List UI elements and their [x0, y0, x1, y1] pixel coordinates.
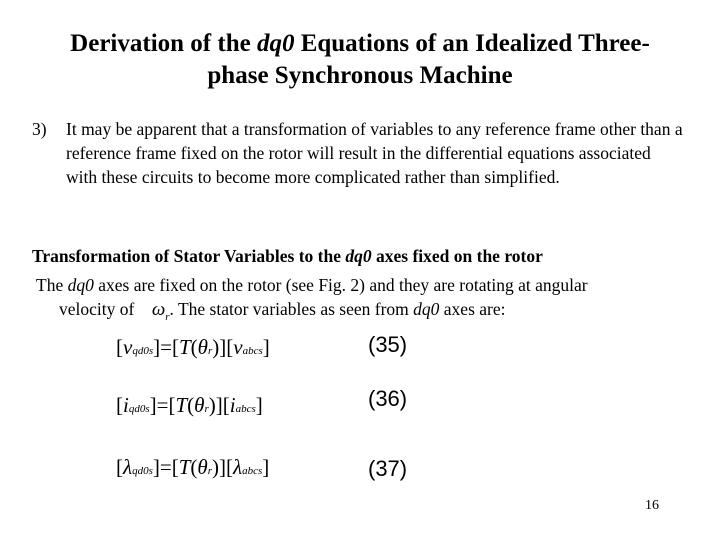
- para-t3: velocity of: [59, 299, 139, 319]
- heading-italic: dq0: [345, 246, 372, 266]
- para-it2: dq0: [413, 299, 440, 319]
- slide-title: [20, 28, 700, 92]
- para-t5: axes are:: [439, 299, 506, 319]
- list-item-text: It may be apparent that a transformation of variables to any reference frame other than a reference frame fixed on the rotor will result in the differential equations associated with these circuits to become more complicated rather than simplified.: [66, 119, 683, 187]
- para-t4: . The stator variables as seen from: [169, 299, 414, 319]
- equation-35: [vqd0s]=[T(θr)][vabcs]: [116, 335, 270, 359]
- list-item-number: 3): [32, 119, 47, 139]
- section-heading: [32, 246, 543, 267]
- para-t2: axes are fixed on the rotor (see Fig. 2) and they are rotating at angular: [93, 275, 588, 295]
- title-line2: phase Synchronous Machine: [207, 62, 513, 89]
- para-it1: dq0: [67, 275, 94, 295]
- heading-part1: Transformation of Stator Variables to the: [32, 246, 346, 266]
- para-t1: The: [36, 275, 68, 295]
- equation-36: [iqd0s]=[T(θr)][iabcs]: [116, 393, 263, 417]
- page-number: 16: [645, 498, 659, 513]
- title-part1: Derivation of the: [70, 30, 257, 57]
- equation-number-37: (37): [368, 456, 408, 481]
- heading-part2: axes fixed on the rotor: [371, 246, 543, 266]
- equation-number-35: (35): [368, 332, 408, 357]
- equation-37: [λqd0s]=[T(θr)][λabcs]: [116, 455, 270, 479]
- title-italic: dq0: [256, 30, 295, 57]
- omega-symbol: $\omega_r$: [151, 299, 170, 323]
- body-paragraph: [36, 273, 696, 329]
- equation-number-36: (36): [368, 386, 408, 411]
- title-part2: Equations of an Idealized Three-: [294, 30, 650, 57]
